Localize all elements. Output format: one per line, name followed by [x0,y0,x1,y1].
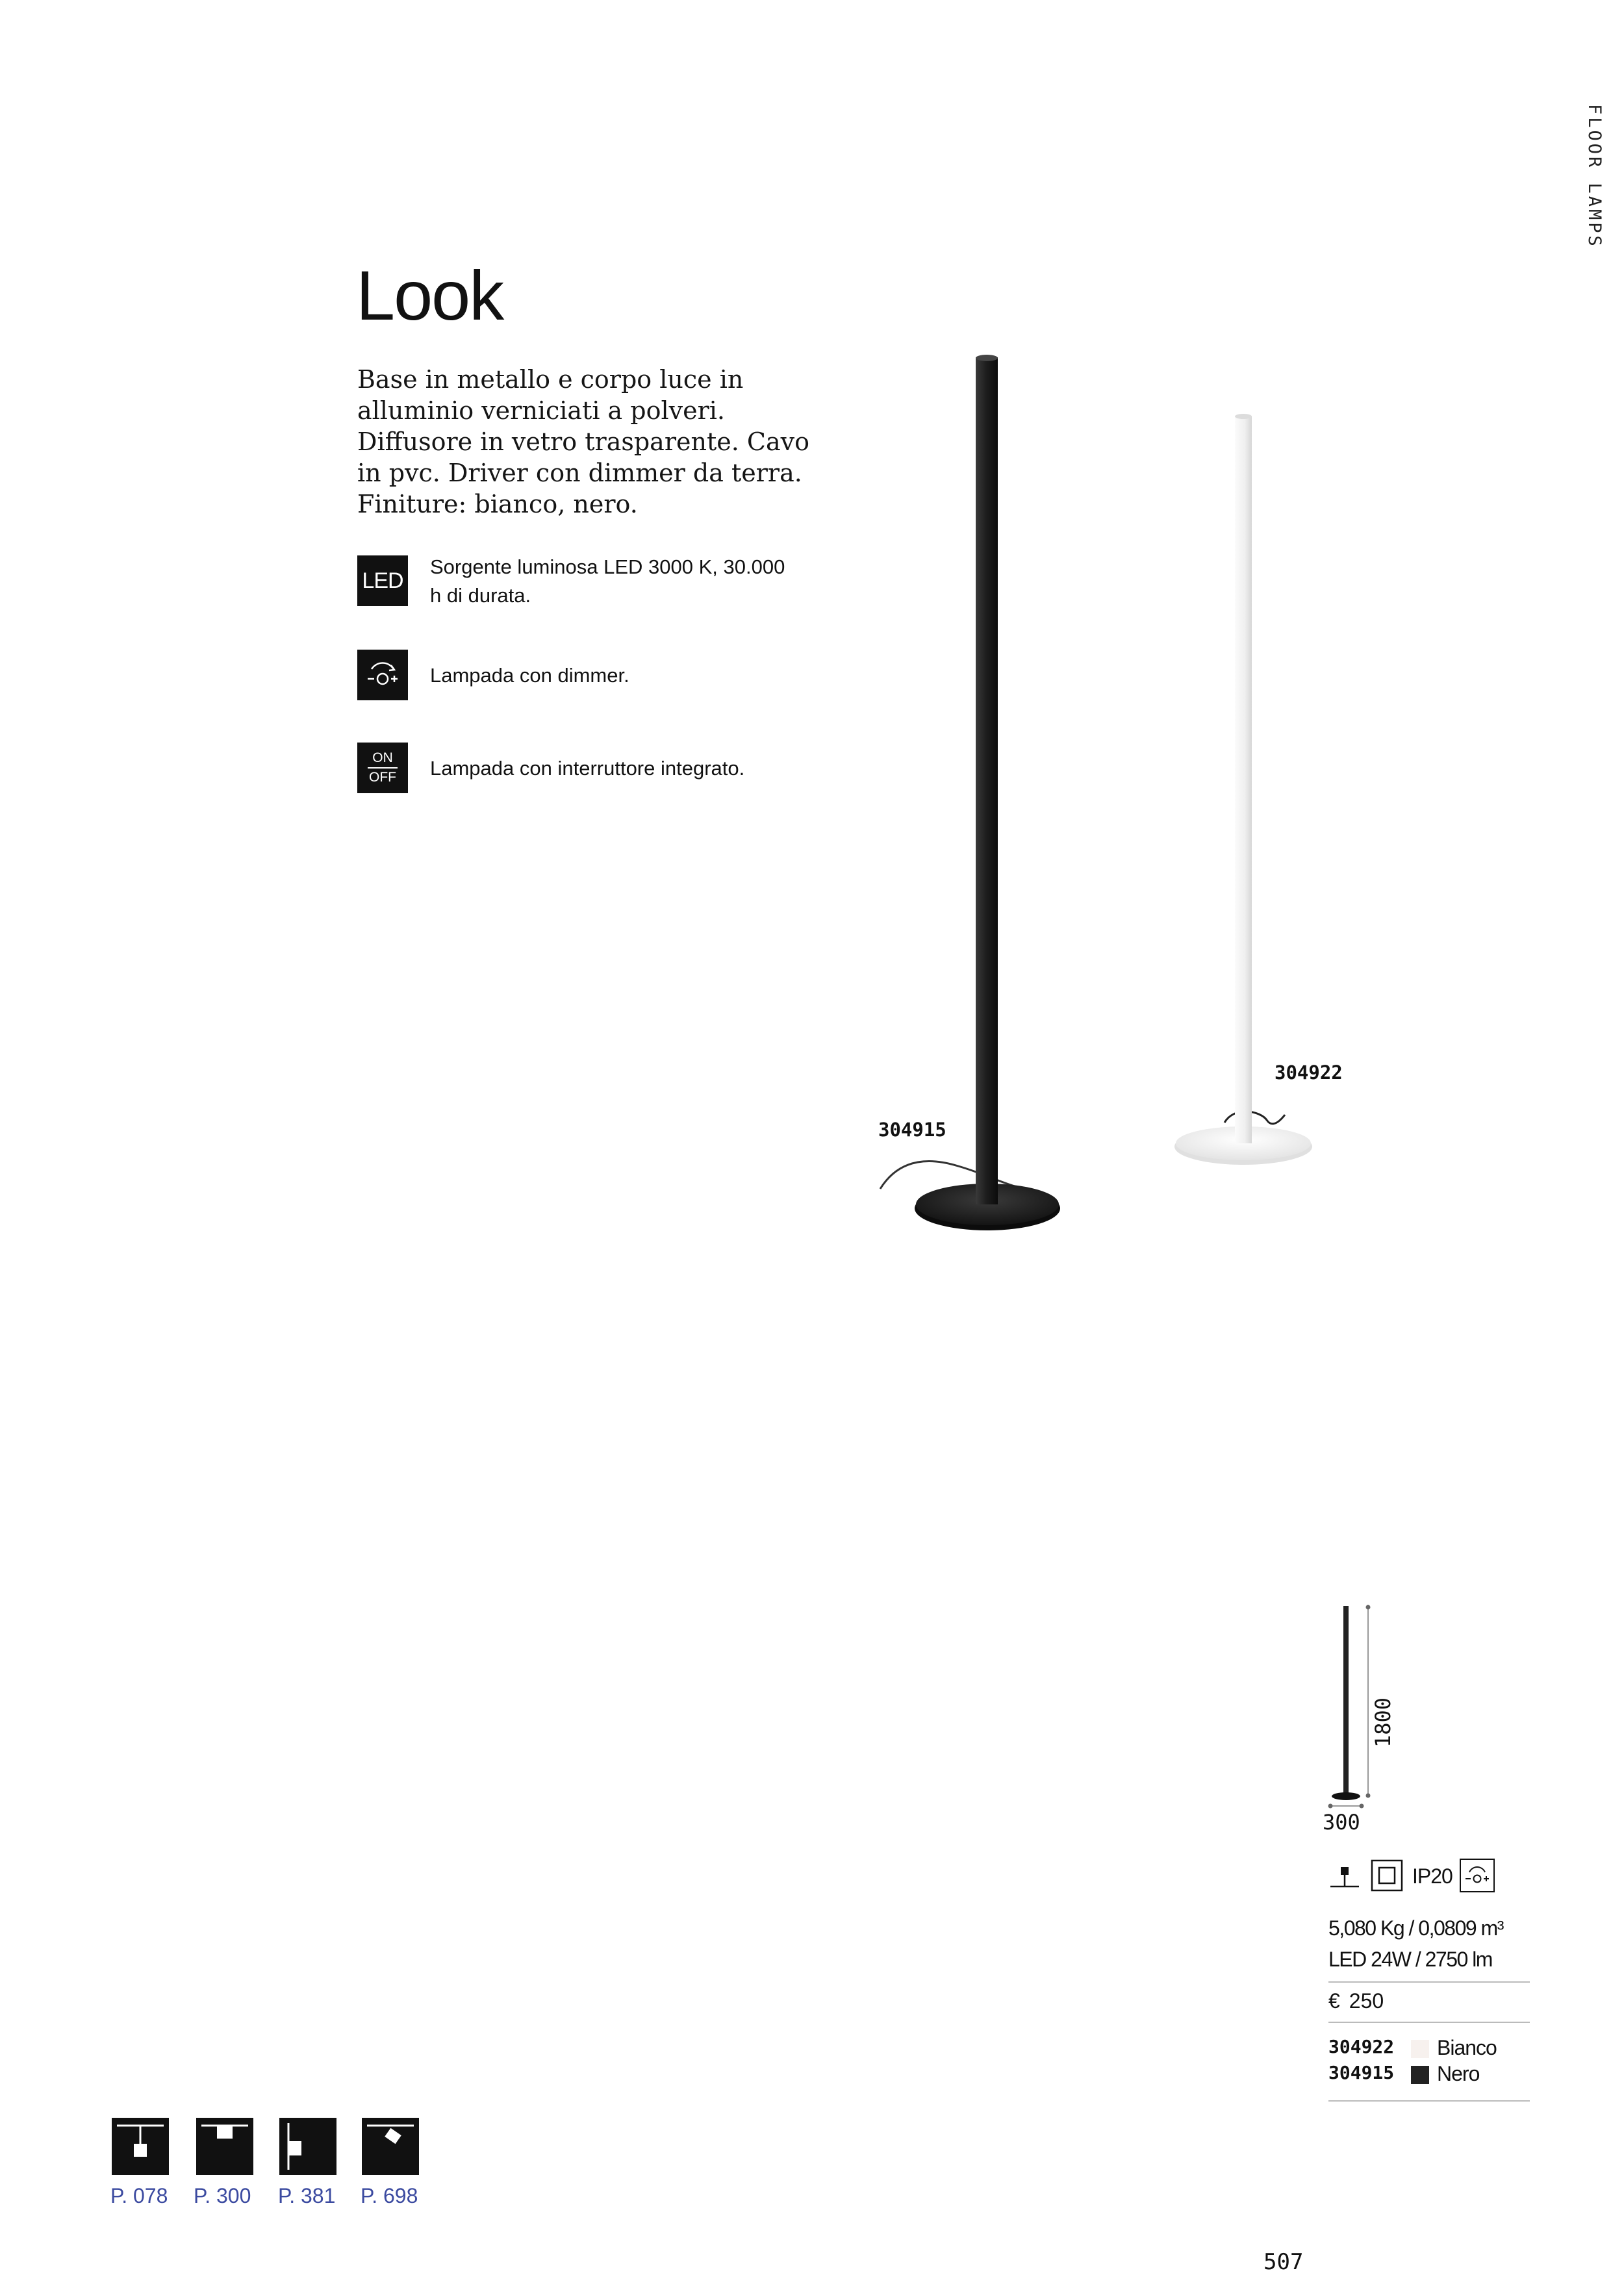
feature-on-off [357,743,812,794]
dimension-width: 300 [1323,1810,1360,1835]
price [1328,1989,1384,2013]
on-off-switch-icon-on: ON [372,750,393,765]
divider [1328,2022,1530,2023]
feature-led [357,555,812,607]
price-currency: € [1328,1989,1340,2013]
variant-name: Bianco [1437,2036,1497,2059]
dimmer-icon [357,650,408,700]
feature-led-text: Sorgente luminosa LED 3000 K, 30.000 h di durata. [430,555,785,607]
variant-name: Nero [1437,2062,1480,2085]
ceiling-lamp-icon[interactable] [196,2118,253,2175]
variant-row [1328,2033,1536,2059]
on-off-switch-icon-off: OFF [369,770,396,785]
product-code-label: 304922 [1275,1061,1343,1084]
feature-on-off-text: Lampada con interruttore integrato. [430,757,745,780]
power-output: LED 24W / 2750 lm [1328,1948,1492,1971]
color-swatch [1411,2040,1429,2058]
product-description: Base in metallo e corpo luce in alluminio verniciati a polveri. Diffusore in vetro trasparente. Cavo in pvc. Driver con dimmer da terra. Finiture: bianco, nero. [357,365,809,518]
color-swatch [1411,2066,1429,2084]
price-value: 250 [1349,1989,1384,2013]
wall-lamp-icon[interactable] [279,2118,336,2175]
product-code-label: 304915 [878,1119,946,1141]
page-reference-link[interactable]: P. 300 [194,2184,251,2207]
dimmer-icon [1460,1859,1494,1892]
page-reference-link[interactable]: P. 698 [361,2184,418,2207]
product-title: Look [356,256,503,335]
insulation-class-icon [1372,1861,1402,1890]
feature-dimmer [357,650,812,702]
page-reference-link[interactable]: P. 078 [110,2184,168,2207]
pendant-lamp-icon[interactable] [112,2118,169,2175]
led-icon: LED [357,555,408,606]
spot-lamp-icon[interactable] [362,2118,419,2175]
feature-dimmer-text: Lampada con dimmer. [430,664,629,687]
on-off-switch-icon [357,743,408,793]
divider [1328,2100,1530,2102]
section-label: FLOOR LAMPS [1584,104,1605,249]
lamp-black-image [880,355,1060,1230]
lamp-white-image [1174,414,1312,1165]
weight-volume: 5,080 Kg / 0,0809 m³ [1328,1916,1503,1940]
variant-code: 304915 [1328,2062,1395,2083]
divider [1328,1981,1530,1983]
dimension-height: 1800 [1371,1697,1395,1748]
floor-lamp-symbol-icon [1330,1867,1359,1887]
variant-code: 304922 [1328,2036,1395,2057]
page-reference-link[interactable]: P. 381 [278,2184,336,2207]
page-number: 507 [1263,2249,1304,2275]
ip-rating: IP20 [1412,1864,1453,1888]
product-images [844,338,1429,1312]
variant-row [1328,2059,1536,2085]
